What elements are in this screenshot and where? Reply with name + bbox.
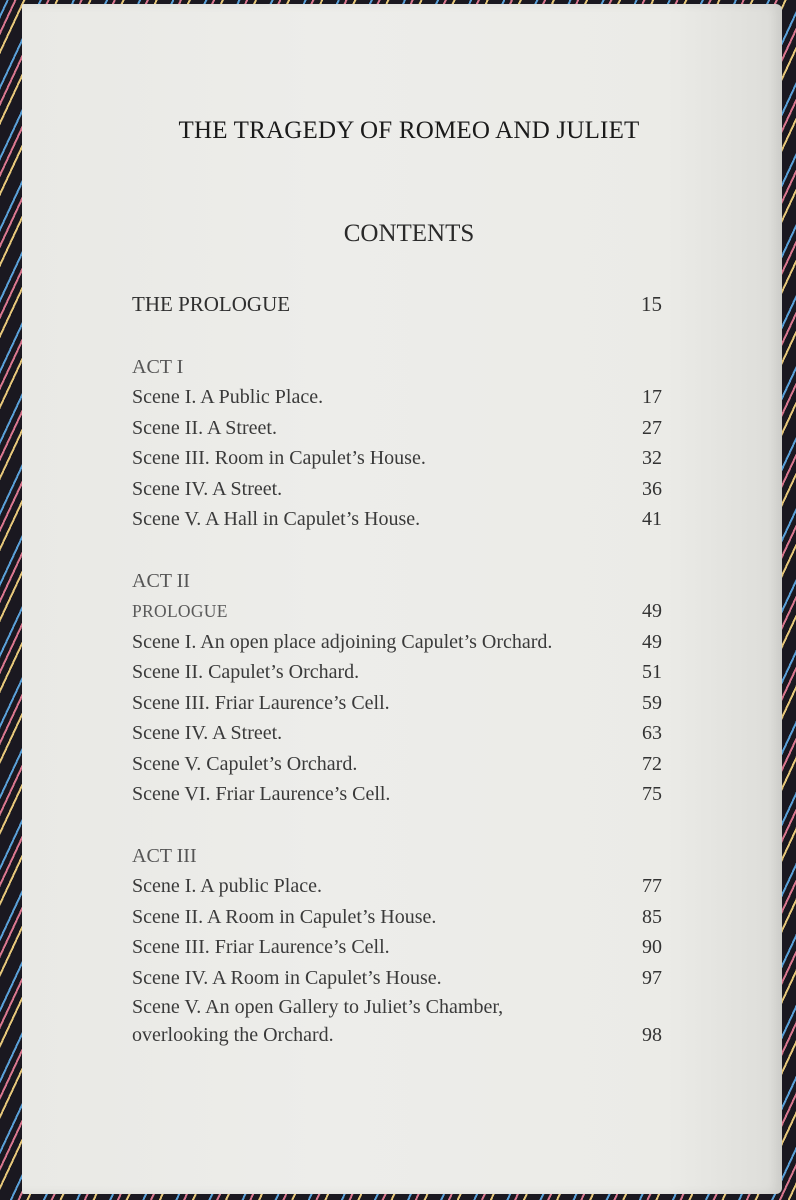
book-title: THE TRAGEDY OF ROMEO AND JULIET xyxy=(178,117,640,144)
toc-page-number: 36 xyxy=(642,477,662,500)
toc-entry xyxy=(132,718,662,749)
toc-page-number: 49 xyxy=(642,600,662,622)
toc-entry-prologue xyxy=(132,289,662,320)
toc-entry-label: Scene II. A Street. xyxy=(132,416,277,439)
toc-entry-label: Scene IV. A Street. xyxy=(132,477,283,500)
toc-entry xyxy=(132,779,662,810)
toc-entry xyxy=(132,657,662,688)
book-page xyxy=(22,4,782,1194)
toc-entry-label: Scene I. A Public Place. xyxy=(132,386,324,408)
toc-page-number: 59 xyxy=(642,691,662,714)
toc-entry xyxy=(132,413,662,444)
toc-entry xyxy=(132,902,662,933)
toc-entry-label: PROLOGUE xyxy=(132,601,228,621)
toc-entry xyxy=(132,749,662,780)
toc-page-number: 85 xyxy=(642,905,662,928)
toc-page-number: 32 xyxy=(642,447,662,469)
toc-page-number: 15 xyxy=(641,292,662,316)
toc-entry-label: Scene V. A Hall in Capulet’s House. xyxy=(132,508,421,530)
toc-entry-act-prologue xyxy=(132,596,662,627)
toc-entry xyxy=(132,443,662,474)
act-heading-1: ACT I xyxy=(132,355,184,378)
toc-entry-label: Scene I. A public Place. xyxy=(132,875,322,897)
toc-entry xyxy=(132,504,662,535)
table-of-contents xyxy=(132,289,662,1049)
toc-entry-label: Scene V. An open Gallery to Juliet’s Chamber, overlooking the Orchard. xyxy=(132,996,504,1046)
toc-entry-label: Scene III. Friar Laurence’s Cell. xyxy=(132,936,390,958)
toc-entry xyxy=(132,932,662,963)
toc-entry-label: Scene V. Capulet’s Orchard. xyxy=(132,752,358,775)
toc-page-number: 90 xyxy=(642,936,662,958)
toc-entry xyxy=(132,474,662,505)
toc-page-number: 72 xyxy=(642,752,662,775)
toc-entry xyxy=(132,871,662,902)
toc-page-number: 49 xyxy=(642,630,662,653)
toc-entry-label: Scene VI. Friar Laurence’s Cell. xyxy=(132,783,391,805)
toc-entry-label: Scene III. Room in Capulet’s House. xyxy=(132,447,426,469)
toc-entry-label: Scene II. A Room in Capulet’s House. xyxy=(132,905,437,928)
toc-page-number: 77 xyxy=(642,875,662,897)
toc-page-number: 41 xyxy=(642,508,662,530)
toc-page-number: 27 xyxy=(642,416,662,439)
toc-entry-label: Scene III. Friar Laurence’s Cell. xyxy=(132,691,390,714)
act-heading-3: ACT III xyxy=(132,844,197,867)
toc-entry xyxy=(132,688,662,719)
toc-entry-label: THE PROLOGUE xyxy=(132,292,291,316)
toc-entry xyxy=(132,993,662,1049)
toc-entry-label: Scene II. Capulet’s Orchard. xyxy=(132,661,360,683)
act-heading-2: ACT II xyxy=(132,569,190,592)
toc-entry-label: Scene IV. A Room in Capulet’s House. xyxy=(132,966,442,989)
toc-page-number: 51 xyxy=(642,661,662,683)
toc-entry xyxy=(132,627,662,658)
toc-page-number: 75 xyxy=(642,783,662,805)
toc-entry xyxy=(132,963,662,994)
toc-entry-label: Scene IV. A Street. xyxy=(132,722,283,744)
contents-heading: CONTENTS xyxy=(343,220,475,247)
toc-page-number: 17 xyxy=(642,386,662,408)
toc-entry xyxy=(132,382,662,413)
toc-page-number: 63 xyxy=(642,722,662,744)
toc-page-number: 97 xyxy=(642,966,662,989)
toc-entry-label: Scene I. An open place adjoining Capulet’s Orchard. xyxy=(132,630,553,653)
toc-page-number: 98 xyxy=(642,1024,662,1046)
